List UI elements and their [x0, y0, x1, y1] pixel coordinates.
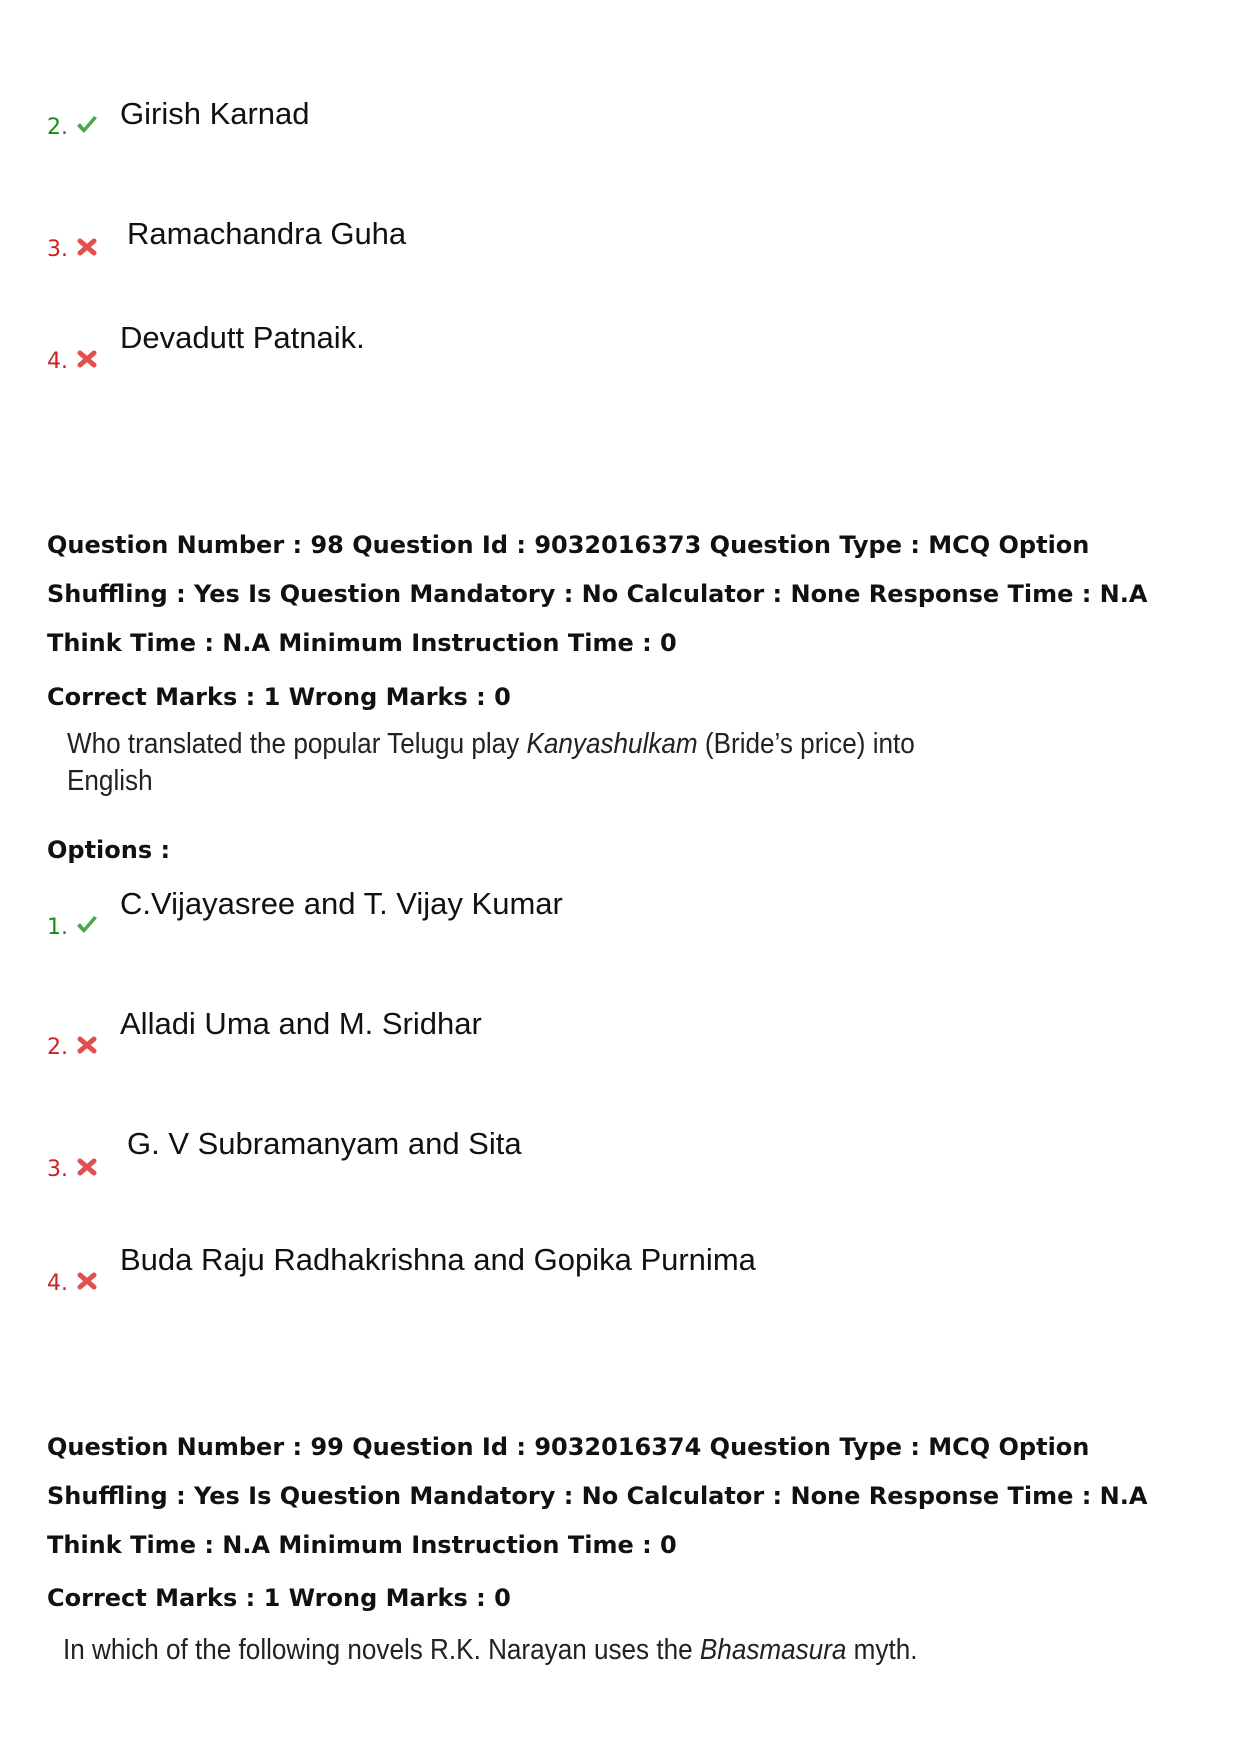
question-text-part: In which of the following novels R.K. Narayan uses the — [63, 1634, 700, 1666]
question-text-part: English — [67, 765, 153, 797]
question-98-meta: Question Number : 98 Question Id : 9032016373 Question Type : MCQ Option Shuffling : Yes Is Question Mandatory : No Calculator : None Response Time : N.A Think Time : N.A Minimum Instruction Time : 0 — [47, 531, 1148, 657]
option-number: 3. — [47, 237, 68, 262]
option-text: Ramachandra Guha — [127, 216, 407, 251]
correct-check-icon — [75, 114, 99, 136]
option-number: 2. — [47, 115, 68, 140]
wrong-cross-icon — [75, 1270, 99, 1292]
question-98-marks: Correct Marks : 1 Wrong Marks : 0 — [47, 683, 511, 711]
option-number: 4. — [47, 349, 68, 374]
question-99-text — [63, 1632, 917, 1669]
question-99-marks: Correct Marks : 1 Wrong Marks : 0 — [47, 1584, 511, 1612]
question-text-part: Who translated the popular Telugu play — [67, 728, 527, 760]
option-text: Devadutt Patnaik. — [120, 320, 365, 355]
correct-check-icon — [75, 914, 99, 936]
options-label: Options : — [47, 836, 171, 864]
wrong-cross-icon — [75, 1156, 99, 1178]
question-text-part: myth. — [846, 1634, 918, 1666]
question-98-text — [67, 726, 915, 800]
option-text: Girish Karnad — [120, 96, 310, 131]
option-text: Buda Raju Radhakrishna and Gopika Purnima — [120, 1242, 756, 1277]
option-number: 3. — [47, 1157, 68, 1182]
question-99-meta: Question Number : 99 Question Id : 9032016374 Question Type : MCQ Option Shuffling : Yes Is Question Mandatory : No Calculator : None Response Time : N.A Think Time : N.A Minimum Instruction Time : 0 — [47, 1433, 1148, 1559]
wrong-cross-icon — [75, 236, 99, 258]
wrong-cross-icon — [75, 348, 99, 370]
option-number: 4. — [47, 1271, 68, 1296]
option-number: 2. — [47, 1035, 68, 1060]
option-text: C.Vijayasree and T. Vijay Kumar — [120, 886, 563, 921]
option-text: Alladi Uma and M. Sridhar — [120, 1006, 482, 1041]
question-emphasis: Bhasmasura — [699, 1634, 847, 1666]
question-emphasis: Kanyashulkam — [526, 728, 698, 760]
option-number: 1. — [47, 915, 68, 940]
question-text-part: (Bride’s price) into — [697, 728, 915, 760]
wrong-cross-icon — [75, 1034, 99, 1056]
option-text: G. V Subramanyam and Sita — [127, 1126, 522, 1161]
